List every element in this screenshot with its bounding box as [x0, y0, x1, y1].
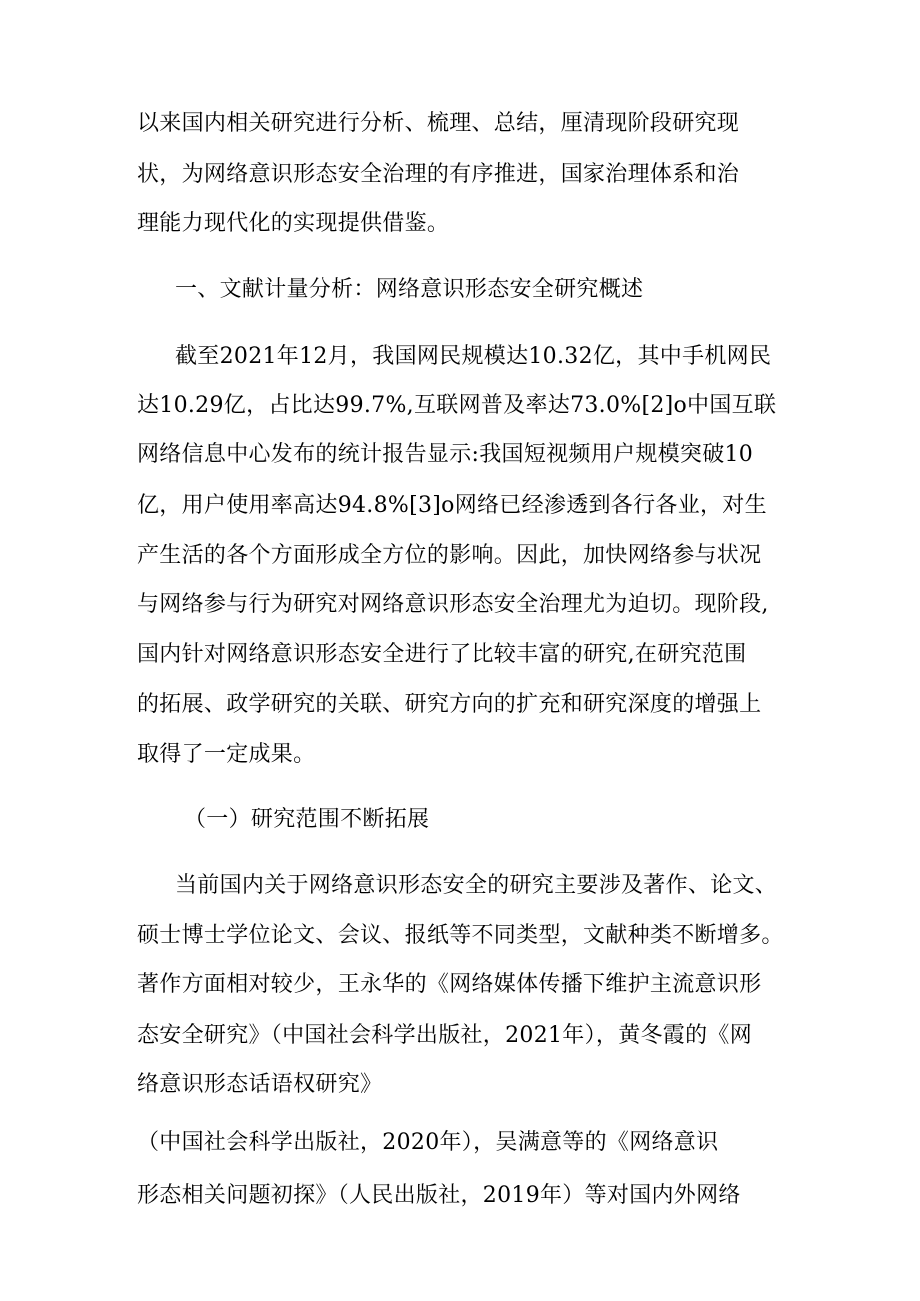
text-line-3: 理能力现代化的实现提供借鉴。	[137, 211, 450, 236]
text-line-2: 状，为网络意识形态安全治理的有序推进，国家治理体系和治	[137, 162, 740, 187]
text-line-6: 网络信息中心发布的统计报告显示:我国短视频用户规模突破10	[137, 442, 754, 467]
text-line-11: 的拓展、政学研究的关联、研究方向的扩充和研究深度的增强上	[137, 692, 762, 717]
text-line-19: 形态相关问题初探》（人民出版社，2019年）等对国内外网络	[137, 1183, 741, 1208]
section-heading-1: 一、文献计量分析：网络意识形态安全研究概述	[175, 277, 644, 302]
text-line-13: 当前国内关于网络意识形态安全的研究主要涉及著作、论文、	[175, 873, 778, 898]
text-line-15: 著作方面相对较少，王永华的《网络媒体传播下维护主流意识形	[137, 972, 762, 997]
text-line-12: 取得了一定成果。	[137, 742, 316, 767]
text-line-17: 络意识形态话语权研究》	[137, 1072, 383, 1097]
text-line-18: （中国社会科学出版社，2020年），吴满意等的《网络意识	[137, 1130, 719, 1155]
text-line-8: 产生活的各个方面形成全方位的影响。因此，加快网络参与状况	[137, 543, 762, 568]
text-line-9: 与网络参与行为研究对网络意识形态安全治理尤为迫切。现阶段,	[137, 592, 769, 617]
text-line-16: 态安全研究》（中国社会科学出版社，2021年），黄冬霞的《网	[137, 1023, 752, 1048]
text-line-4: 截至2021年12月，我国网民规模达10.32亿，其中手机网民	[175, 344, 772, 369]
text-line-10: 国内针对网络意识形态安全进行了比较丰富的研究,在研究范围	[137, 642, 747, 667]
section-heading-2: （一）研究范围不断拓展	[184, 807, 430, 832]
text-line-1: 以来国内相关研究进行分析、梳理、总结，厘清现阶段研究现	[137, 111, 740, 136]
text-line-5: 达10.29亿，占比达99.7%,互联网普及率达73.0%[2]o中国互联	[137, 393, 777, 418]
text-line-7: 亿，用户使用率高达94.8%[3]o网络已经渗透到各行各业，对生	[137, 493, 767, 518]
text-line-14: 硕士博士学位论文、会议、报纸等不同类型，文献种类不断增多。	[137, 923, 784, 948]
